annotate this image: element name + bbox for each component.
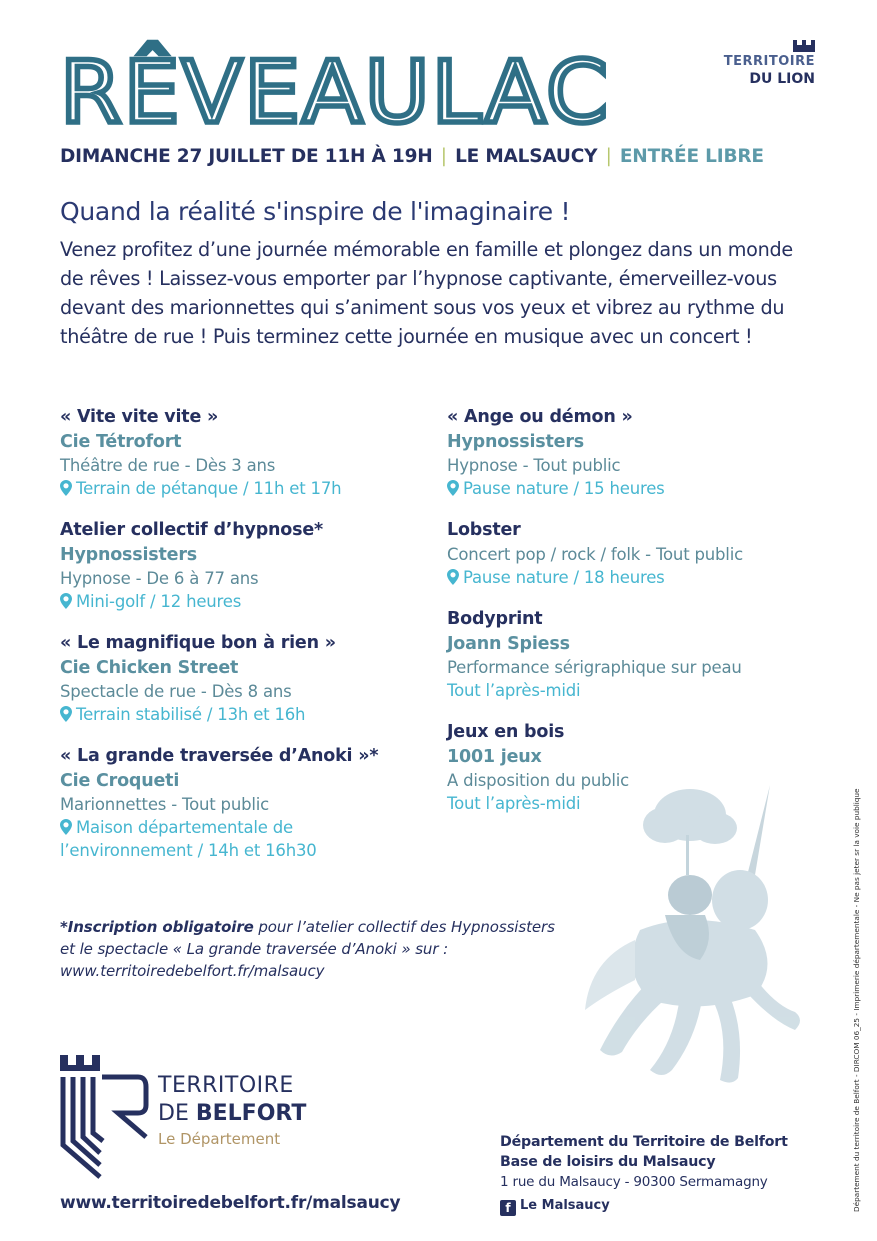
event-title-text: RÊVEAULAC xyxy=(60,43,595,130)
website-link[interactable]: www.territoiredebelfort.fr/malsaucy xyxy=(60,1193,401,1213)
location-pin-icon xyxy=(60,593,72,609)
program-item-company: Cie Tétrofort xyxy=(60,432,182,452)
date-line xyxy=(60,146,764,167)
program-item xyxy=(447,517,827,589)
event-date: DIMANCHE 27 JUILLET DE 11H À 19H xyxy=(60,146,433,167)
location-pin-icon xyxy=(447,569,459,585)
program-item-title: « La grande traversée d’Anoki »* xyxy=(60,746,379,766)
logo-line1: TERRITOIRE xyxy=(158,1073,294,1098)
program-item-location-text: Pause nature / 18 heures xyxy=(463,568,665,587)
facebook-link[interactable] xyxy=(500,1197,810,1216)
facebook-label: Le Malsaucy xyxy=(520,1198,610,1213)
program-item-description: A disposition du public xyxy=(447,771,630,790)
unicorn-illustration xyxy=(580,780,830,1110)
program-item-company: Hypnossisters xyxy=(60,545,197,565)
program-item xyxy=(447,606,827,702)
program-item-location-text: Pause nature / 15 heures xyxy=(463,479,665,498)
facebook-icon: f xyxy=(500,1200,516,1216)
location-pin-icon xyxy=(447,480,459,496)
program-left-column xyxy=(60,404,440,879)
address-line1: Département du Territoire de Belfort xyxy=(500,1134,788,1150)
program-item-title: Lobster xyxy=(447,520,521,540)
program-item-time: Tout l’après-midi xyxy=(447,794,581,813)
brand-line2: DU LION xyxy=(749,71,815,87)
logo-line2 xyxy=(158,1101,306,1126)
program-item-location xyxy=(60,816,340,862)
location-pin-icon xyxy=(60,706,72,722)
logo-line2-prefix: DE xyxy=(158,1101,196,1126)
program-item-location-text: Mini-golf / 12 heures xyxy=(76,592,242,611)
program-item-title: « Le magnifique bon à rien » xyxy=(60,633,336,653)
program-right-column xyxy=(447,404,827,832)
logo-department: Le Département xyxy=(158,1130,281,1148)
program-item-title: Jeux en bois xyxy=(447,722,565,742)
event-place: LE MALSAUCY xyxy=(455,146,598,167)
program-item-description: Marionnettes - Tout public xyxy=(60,795,269,814)
program-item-title: Bodyprint xyxy=(447,609,543,629)
program-item-description: Performance sérigraphique sur peau xyxy=(447,658,742,677)
event-title-outline xyxy=(58,38,618,130)
program-item-location xyxy=(447,477,827,500)
program-item-location-text: Maison départementale de l’environnement / 14h et 16h30 xyxy=(60,818,317,860)
separator: | xyxy=(605,146,612,167)
program-item-description: Hypnose - Tout public xyxy=(447,456,621,475)
program-item-time: Tout l’après-midi xyxy=(447,681,581,700)
address-line2: Base de loisirs du Malsaucy xyxy=(500,1154,716,1170)
program-item xyxy=(60,630,440,726)
territoire-de-belfort-logo xyxy=(58,1055,150,1180)
registration-note xyxy=(60,916,590,982)
program-item-location xyxy=(447,566,827,589)
logo-line2-bold: BELFORT xyxy=(195,1101,307,1126)
program-item xyxy=(60,404,440,500)
program-item-company: Cie Chicken Street xyxy=(60,658,239,678)
location-pin-icon xyxy=(60,819,72,835)
brand-line1: TERRITOIRE xyxy=(723,54,815,69)
registration-note-bold: *Inscription obligatoire xyxy=(60,918,254,936)
program-item xyxy=(447,404,827,500)
separator: | xyxy=(440,146,447,167)
tagline: Quand la réalité s'inspire de l'imaginaire ! xyxy=(60,197,571,226)
program-item xyxy=(60,743,440,862)
location-pin-icon xyxy=(60,480,72,496)
program-item-location xyxy=(60,477,440,500)
program-item-description: Hypnose - De 6 à 77 ans xyxy=(60,569,259,588)
print-mention: Département du territoire de Belfort - DIRCOM 06_25 - Imprimerie départementale - Ne pas jeter sr la voie publique xyxy=(852,788,861,1212)
registration-link[interactable]: www.territoiredebelfort.fr/malsaucy xyxy=(60,962,325,980)
program-item-description: Spectacle de rue - Dès 8 ans xyxy=(60,682,292,701)
registration-note-line1: pour l’atelier collectif des Hypnossisters xyxy=(253,918,555,936)
program-item-title: Atelier collectif d’hypnose* xyxy=(60,520,323,540)
program-item-title: « Vite vite vite » xyxy=(60,407,219,427)
program-item-company: Cie Croqueti xyxy=(60,771,180,791)
registration-note-line2: et le spectacle « La grande traversée d’Anoki » sur : xyxy=(60,940,449,958)
program-item-description: Théâtre de rue - Dès 3 ans xyxy=(60,456,276,475)
program-item-location-text: Terrain de pétanque / 11h et 17h xyxy=(76,479,342,498)
program-item-location-text: Terrain stabilisé / 13h et 16h xyxy=(76,705,306,724)
event-entry: ENTRÉE LIBRE xyxy=(619,146,764,167)
program-item-location xyxy=(60,703,440,726)
crown-icon xyxy=(793,40,815,52)
address-line3: 1 rue du Malsaucy - 90300 Sermamagny xyxy=(500,1174,768,1190)
intro-paragraph: Venez profitez d’une journée mémorable en famille et plongez dans un monde de rêves ! Laissez-vous emporter par l’hypnose captivante, émerveillez-vous devant des marionnettes qui s’animent sous vos yeux et vibrez au rythme du théâtre de rue ! Puis terminez cette journée en musique avec un concert ! xyxy=(60,238,793,348)
program-item-title: « Ange ou démon » xyxy=(447,407,633,427)
program-item-company: Hypnossisters xyxy=(447,432,584,452)
program-item xyxy=(60,517,440,613)
program-item-company: Joann Spiess xyxy=(447,634,570,654)
program-item-company: 1001 jeux xyxy=(447,747,542,767)
program-item-location xyxy=(60,590,440,613)
program-item-description: Concert pop / rock / folk - Tout public xyxy=(447,545,743,564)
event-title xyxy=(58,38,618,130)
address-block xyxy=(500,1132,810,1216)
